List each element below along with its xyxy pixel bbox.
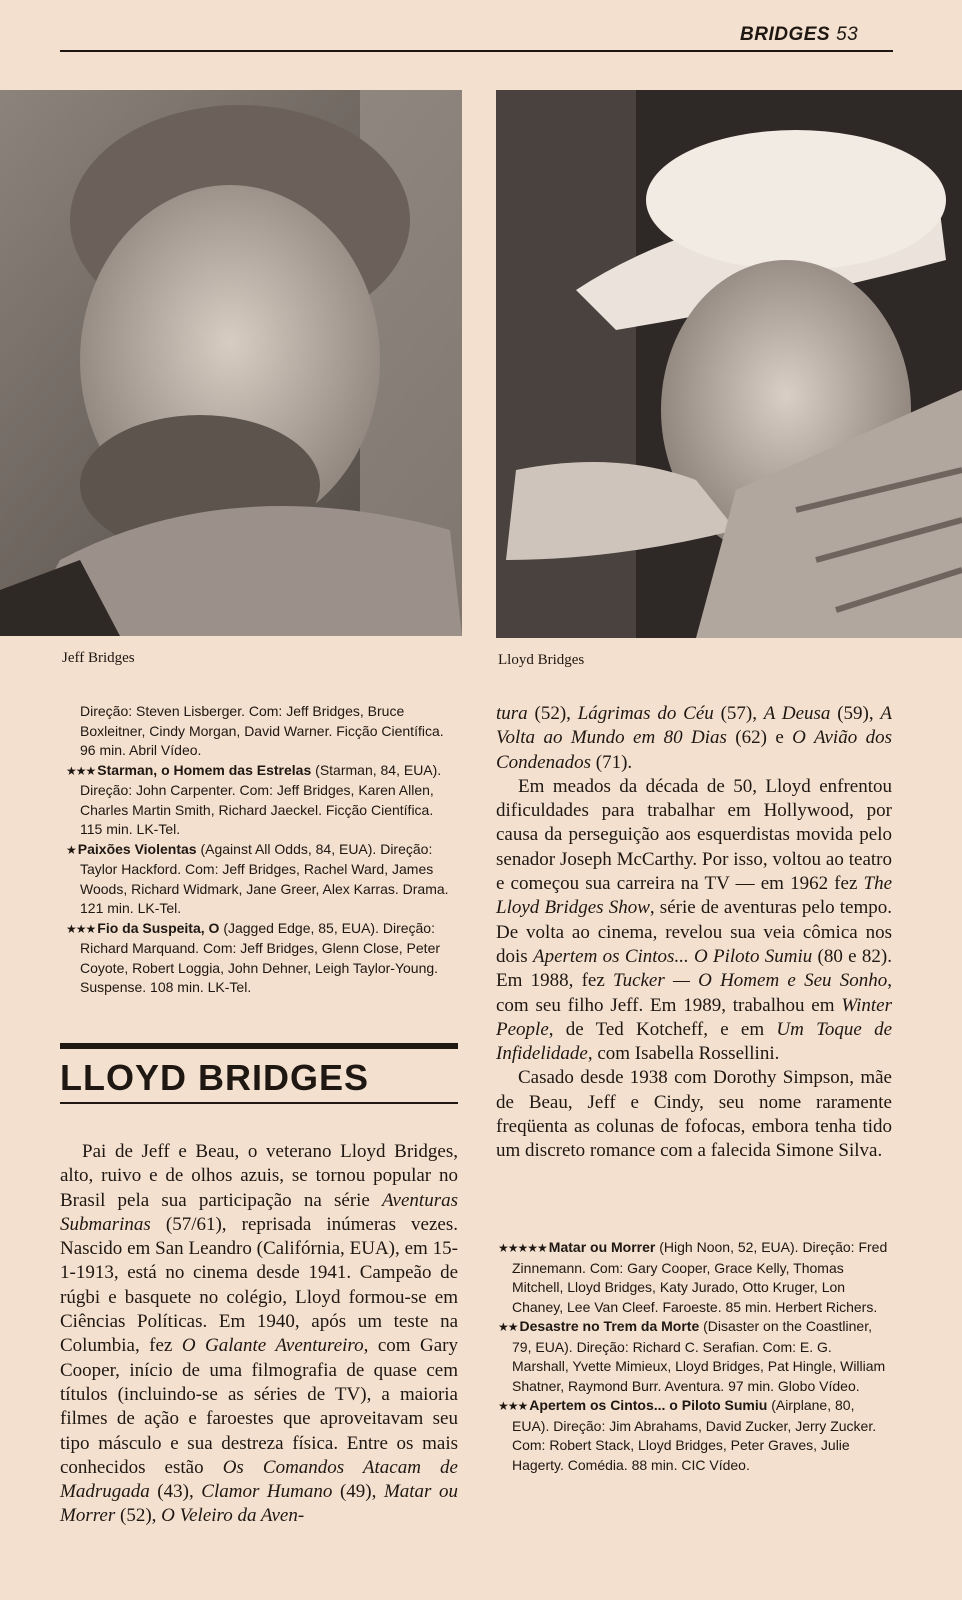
- text-run: , com Isabella Rossellini.: [587, 1043, 780, 1065]
- text-run: , com Gary Cooper, início de uma filmografia de quase cem títulos (incluindo-se as séries de TV), a maioria filmes de ação e faroestes que aproveitavam seu tipo másculo e sua destreza física. Entre os mais conhecidos estão: [60, 1335, 458, 1478]
- film-title: Paixões Violentas: [77, 840, 197, 857]
- film-details: (High Noon, 52, EUA). Direção: Fred Zinnemann. Com: Gary Cooper, Grace Kelly, Thomas Mitchell, Lloyd Bridges, Katy Jurado, Otto Kruger, Lon Chaney, Lee Van Cleef. Faroeste. 85 min. Herbert Richers.: [512, 1239, 888, 1315]
- title-italic: O Galante Aventureiro: [181, 1335, 364, 1357]
- rating-stars: ★★★: [498, 1399, 528, 1413]
- text-run: (52),: [115, 1505, 162, 1527]
- text-run: (52),: [527, 703, 578, 724]
- text-run: (43),: [149, 1481, 202, 1503]
- text-run: (62) e: [726, 727, 793, 749]
- header-rule: [60, 50, 893, 52]
- photo-lloyd-bridges: [496, 90, 962, 638]
- text-run: (57),: [713, 703, 764, 724]
- film-details: (Against All Odds, 84, EUA). Direção: Taylor Hackford. Com: Jeff Bridges, Rachel Ward, James Woods, Richard Widmark, Jane Greer, Alex Karras. Drama. 121 min. LK-Tel.: [80, 840, 449, 916]
- title-italic: The Lloyd Bridges Show: [496, 873, 892, 919]
- article-body-left: [60, 1140, 458, 1529]
- text-run: Em meados da década de 50, Lloyd enfrentou dificuldades para trabalhar em Hollywood, por causa da perseguição aos esquerdistas movida pelo senador Joseph McCarthy. Por isso, voltou ao teatro e começou sua carreira na TV — em 1962 fez: [496, 775, 892, 895]
- film-title: Matar ou Morrer: [548, 1239, 656, 1255]
- caption-jeff-bridges: Jeff Bridges: [62, 650, 135, 666]
- article-paragraph: Casado desde 1938 com Dorothy Simpson, mãe de Beau, Jeff e Cindy, seu nome raramente freqüenta as colunas de fofocas, embora tenha tido um discreto romance com a falecida Simone Silva.: [496, 1067, 892, 1162]
- rating-stars: ★★: [498, 1320, 518, 1334]
- header-title: BRIDGES: [740, 24, 831, 45]
- title-italic: Apertem os Cintos... O Piloto Sumiu: [532, 945, 813, 967]
- film-entry: [498, 1396, 892, 1475]
- film-title: Apertem os Cintos... o Piloto Sumiu: [529, 1397, 768, 1413]
- page-number: 53: [836, 24, 859, 45]
- film-entry: [66, 840, 456, 919]
- running-header: [740, 24, 900, 46]
- text-run: , de Ted Kotcheff, e em: [548, 1018, 777, 1040]
- film-entry: [66, 919, 456, 998]
- photo-jeff-bridges: [0, 90, 462, 636]
- rating-stars: ★★★: [66, 921, 96, 936]
- text-run: , com seu filho Jeff. Em 1989, trabalhou em: [496, 970, 893, 1016]
- jeff-filmography: [66, 702, 456, 998]
- title-italic: Um Toque de Infidelidade: [496, 1018, 892, 1065]
- film-entry: [498, 1317, 892, 1396]
- text-run: (49),: [332, 1481, 384, 1503]
- title-italic: tura: [496, 703, 528, 724]
- article-paragraph: [60, 1140, 458, 1529]
- section-rule-top: [60, 1043, 458, 1049]
- title-italic: Winter People: [496, 994, 892, 1040]
- film-title: Fio da Suspeita, O: [97, 919, 220, 936]
- title-italic: Os Comandos Atacam de Madrugada: [60, 1456, 458, 1503]
- title-italic: Lágrimas do Céu: [577, 703, 714, 724]
- section-title: LLOYD BRIDGES: [60, 1057, 370, 1098]
- rating-stars: ★★★: [66, 763, 96, 778]
- title-italic: Tucker — O Homem e Seu Sonho: [613, 970, 888, 992]
- film-details: (Jagged Edge, 85, EUA). Direção: Richard Marquand. Com: Jeff Bridges, Glenn Close, Peter Coyote, Robert Loggia, John Dehner, Leigh Taylor-Young. Suspense. 108 min. LK-Tel.: [80, 919, 441, 995]
- article-body-right: [496, 702, 892, 1164]
- film-details: (Airplane, 80, EUA). Direção: Jim Abrahams, David Zucker, Jerry Zucker. Com: Robert Stack, Lloyd Bridges, Peter Graves, Julie Hagerty. Comédia. 88 min. CIC Vídeo.: [512, 1397, 877, 1473]
- caption-lloyd-bridges: Lloyd Bridges: [498, 652, 585, 668]
- text-run: (57/61), reprisada inúmeras vezes. Nascido em San Leandro (Califórnia, EUA), em 15-1-1913, está no cinema desde 1941. Campeão de rúgbi e basquete no colégio, Lloyd formou-se em Ciências Políticas. Em 1940, após um teste na Columbia, fez: [60, 1213, 458, 1357]
- film-entry: [498, 1238, 892, 1317]
- lloyd-filmography: [498, 1238, 892, 1475]
- title-italic: O Veleiro da Aven-: [161, 1505, 305, 1527]
- filmography-continuation: Direção: Steven Lisberger. Com: Jeff Bridges, Bruce Boxleitner, Cindy Morgan, David Warner. Ficção Científica. 96 min. Abril Vídeo.: [80, 703, 444, 758]
- article-paragraph: [496, 775, 892, 1067]
- title-italic: A Deusa: [763, 703, 831, 724]
- film-details: (Disaster on the Coastliner, 79, EUA). Direção: Richard C. Serafian. Com: E. G. Marshall, Yvette Mimieux, Lloyd Bridges, Pat Hingle, William Shatner, Raymond Burr. Aventura. 97 min. Globo Vídeo.: [512, 1318, 886, 1394]
- film-details: (Starman, 84, EUA). Direção: John Carpenter. Com: Jeff Bridges, Karen Allen, Charles Martin Smith, Richard Jaeckel. Ficção Científica. 115 min. LK-Tel.: [80, 761, 442, 837]
- text-run: (59),: [830, 703, 881, 724]
- title-italic: Clamor Humano: [201, 1481, 333, 1503]
- rating-stars: ★: [66, 842, 76, 857]
- text-run: Pai de Jeff e Beau, o veterano Lloyd Bridges, alto, ruivo e de olhos azuis, se tornou popular no Brasil pela sua participação na série: [60, 1141, 458, 1211]
- text-run: (71).: [591, 751, 633, 773]
- film-entry: [66, 761, 456, 840]
- film-title: Desastre no Trem da Morte: [519, 1318, 700, 1334]
- article-paragraph-continued: [496, 702, 892, 775]
- section-rule-bottom: [60, 1102, 458, 1104]
- title-italic: A Volta ao Mundo em 80 Dias: [496, 703, 893, 749]
- text-run: , série de aventuras pelo tempo. De volta ao cinema, revelou sua veia cômica nos dois: [496, 897, 892, 967]
- text-run: (80 e 82). Em 1988, fez: [496, 945, 892, 992]
- film-title: Starman, o Homem das Estrelas: [97, 761, 312, 778]
- title-italic: Matar ou Morrer: [60, 1481, 459, 1527]
- title-italic: Aventuras Submarinas: [60, 1189, 458, 1235]
- rating-stars: ★★★★★: [498, 1241, 547, 1255]
- title-italic: O Avião dos Condenados: [496, 727, 892, 773]
